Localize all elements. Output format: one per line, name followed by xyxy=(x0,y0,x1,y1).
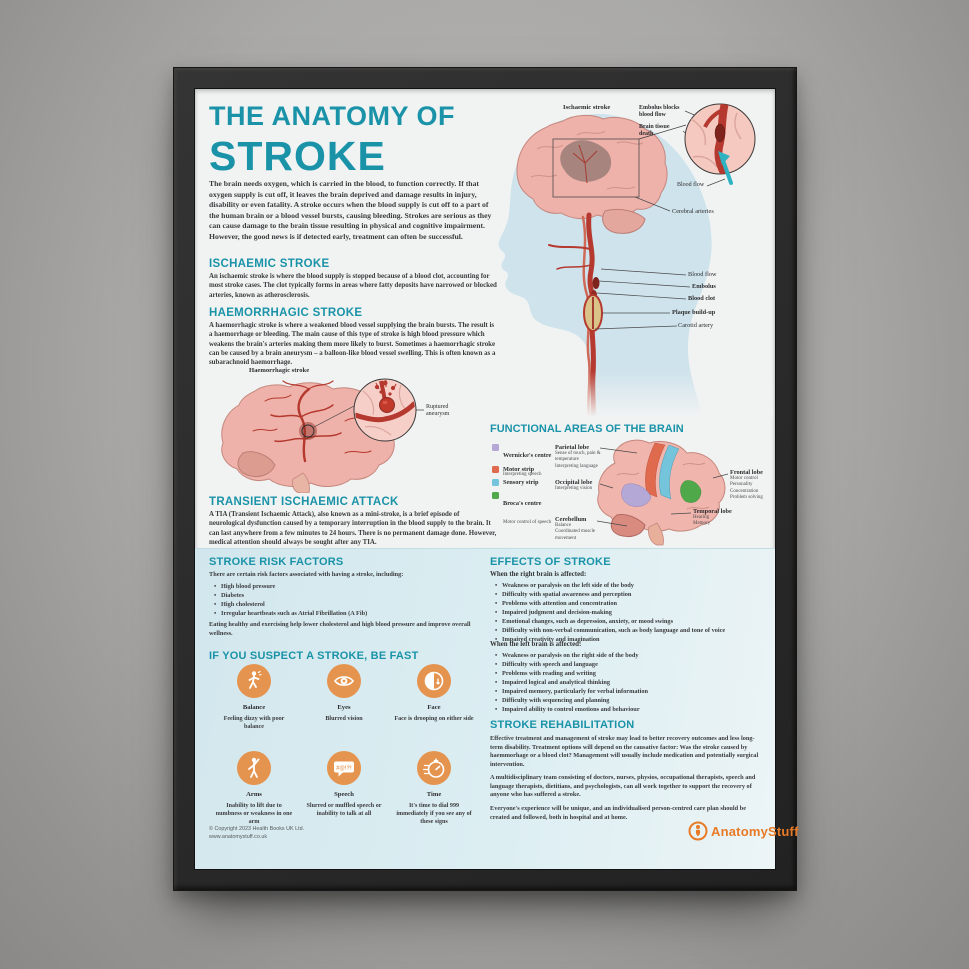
effects-bullet: • Weakness or paralysis on the left side of the body xyxy=(494,582,766,591)
blood-clot-label: Blood clot xyxy=(688,295,716,302)
embolus-blocks-label: Embolus blocks blood flow xyxy=(639,105,680,118)
fast-signs-grid xyxy=(211,664,477,826)
haemorrhagic-brain-illustration xyxy=(205,361,477,493)
effects-bullet: • Difficulty with speech and language xyxy=(494,661,766,670)
rehab-paragraph-2: A multidisciplinary team consisting of doctors, nurses, physios, occupational therapists, speech and language therapists, dietitians, and psychologists, can all work together to support the recovery of anyone who has suffered a stroke. xyxy=(490,774,756,799)
anatomystuff-logo-icon xyxy=(687,819,709,843)
effects-bullet: • Impaired memory, particularly for verbal information xyxy=(494,688,766,697)
rehabilitation-heading: STROKE REHABILITATION xyxy=(490,719,635,731)
effects-bullet: • Problems with attention and concentration xyxy=(494,600,766,609)
effects-bullet: • Impaired logical and analytical thinking xyxy=(494,679,766,688)
tia-heading: TRANSIENT ISCHAEMIC ATTACK xyxy=(209,496,399,508)
fast-item-speech: #@!?! Speech Slurred or muffled speech or inability to talk at all xyxy=(301,751,387,826)
effects-bullet: • Impaired creativity and imagination xyxy=(494,636,766,645)
copyright-line: © Copyright 2023 Health Books UK Ltd. xyxy=(209,826,305,832)
risk-intro: There are certain risk factors associated with having a stroke, including: xyxy=(209,571,404,578)
effects-heading: EFFECTS OF STROKE xyxy=(490,556,611,568)
carotid-artery-label: Carotid artery xyxy=(678,322,714,329)
effects-bullet: • Impaired judgment and decision-making xyxy=(494,609,766,618)
legend-wernickes-sub: Interpreting speech xyxy=(503,472,542,477)
brand-name: AnatomyStuff xyxy=(711,823,799,839)
poster-title-line2: STROKE xyxy=(209,133,386,179)
effects-bullet: • Difficulty with spatial awareness and perception xyxy=(494,591,766,600)
arms-icon xyxy=(237,751,271,785)
eyes-icon xyxy=(327,664,361,698)
occipital-lobe-label: Occipital lobe Interpreting vision xyxy=(555,479,593,492)
risk-factors-heading: STROKE RISK FACTORS xyxy=(209,556,344,568)
wernickes-swatch xyxy=(492,444,499,451)
tia-paragraph: A TIA (Transient Ischaemic Attack), also known as a mini-stroke, is a brief episode of neurological dysfunction caused by a temporary interruption in the blood supply to the brain. It can last anywhere from a few minutes to 24 hours. There is no permanent damage done. However, medical attention should always be sought after any TIA. xyxy=(209,511,497,546)
haemorrhagic-brain-figure xyxy=(205,361,477,493)
left-brain-label: When the left brain is affected: xyxy=(490,641,582,648)
legend-wernickes-label: Wernicke's centre xyxy=(503,452,552,459)
rehab-paragraph-1: Effective treatment and management of stroke may lead to better recovery outcomes and less long-term disability. Treatment options will depend on the causative factor: Was the stroke caused by haemmorhage or a blood clot? Management will usually include medication and potentially surgical intervention. xyxy=(490,735,759,769)
cerebellum-label: Cerebellum Balance Coordinated muscle movement xyxy=(555,516,596,541)
legend-brocas-label: Broca's centre xyxy=(503,500,542,507)
legend-sensory-strip xyxy=(492,479,539,486)
ischaemic-head-figure xyxy=(487,99,773,417)
haemorrhagic-paragraph: A haemorrhagic stroke is where a weakened blood vessel supplying the brain bursts. The result is a haemorrhage or bleeding. The main cause of this type of stroke is high blood pressure which weakens the brain's arteries making them more likely to burst. Sometimes a haemorrhagic stroke can be caused by a brain aneurysm – a balloon-like blood vessel swelling. This is often known as a subarachnoid haemorrhage. xyxy=(209,322,496,366)
ischaemic-figure-label: Ischaemic stroke xyxy=(563,104,611,111)
functional-areas-figure xyxy=(487,435,773,547)
motor-strip-swatch xyxy=(492,466,499,473)
face-icon xyxy=(417,664,451,698)
balance-icon xyxy=(237,664,271,698)
effects-bullet: • Problems with reading and writing xyxy=(494,670,766,679)
fast-item-face: Face Face is drooping on either side xyxy=(391,664,477,731)
fast-item-eyes: Eyes Blurred vision xyxy=(301,664,387,731)
fast-item-time: Time It's time to dial 999 immediately if you see any of these signs xyxy=(391,751,477,826)
risk-bullet: • High blood pressure xyxy=(213,583,483,592)
fast-item-arms: Arms Inability to lift due to numbness or weakness in one arm xyxy=(211,751,297,826)
embolus-side-label: Embolus xyxy=(692,283,716,290)
cerebral-arteries-label: Cerebral arteries xyxy=(672,208,714,215)
risk-bullet: • High cholesterol xyxy=(213,601,483,610)
be-fast-heading: IF YOU SUSPECT A STROKE, BE FAST xyxy=(209,650,419,662)
stroke-poster xyxy=(195,89,799,869)
poster-title-line1: THE ANATOMY OF xyxy=(209,101,456,131)
risk-bullet-list xyxy=(213,583,483,619)
time-icon xyxy=(417,751,451,785)
effects-bullet: • Impaired ability to control emotions and behaviour xyxy=(494,706,766,715)
bottom-info-band xyxy=(195,548,799,869)
haemorrhagic-figure-label: Haemorrhagic stroke xyxy=(249,367,310,374)
risk-bullet: • Diabetes xyxy=(213,592,483,601)
legend-brocas xyxy=(492,492,551,528)
effects-bullet: • Weakness or paralysis on the right side of the body xyxy=(494,652,766,661)
temporal-lobe-label: Temporal lobe Hearing Memory xyxy=(693,508,732,527)
ischaemic-heading: ISCHAEMIC STROKE xyxy=(209,258,330,270)
intro-paragraph: The brain needs oxygen, which is carried in the blood, to function correctly. If that oxygen supply is cut off, it leaves the brain deprived and damage results in injury, disability or even fatality. A stroke occurs when the blood supply is cut off to a part of the human brain or a blood vessel bursts, causing bleeding. Strokes are serious as they can cause damage to the brain tissue resulting in physical and cognitive impairment. However, the good news is if detected early, treatment can often be successful. xyxy=(209,179,492,241)
haemorrhagic-heading: HAEMORRHAGIC STROKE xyxy=(209,307,363,319)
risk-note: Eating healthy and exercising help lower cholesterol and high blood pressure and improve overall wellness. xyxy=(209,621,471,637)
parietal-lobe-label: Parietal lobe Sense of touch, pain & temperature Interpreting language xyxy=(555,444,601,469)
speech-bubble-text: #@!?! xyxy=(336,765,352,772)
right-brain-label: When the right brain is affected: xyxy=(490,571,587,578)
fast-item-balance: Balance Feeling dizzy with poor balance xyxy=(211,664,297,731)
frontal-lobe-label: Frontal lobe Motor control Personality Concentration Problem solving xyxy=(730,469,763,500)
ruptured-aneurysm-label: Ruptured aneurysm xyxy=(426,404,450,417)
effects-bullet: • Difficulty with non-verbal communication, such as body language and tone of voice xyxy=(494,627,766,636)
head-illustration xyxy=(487,99,773,417)
rehab-paragraph-3: Everyone's experience will be unique, and an individualised person-centred care plan should be created and followed, both in hospital and at home. xyxy=(490,805,747,821)
blood-flow-callout-label: Blood flow xyxy=(677,182,705,188)
sensory-strip-swatch xyxy=(492,479,499,486)
ischaemic-paragraph: An ischaemic stroke is where the blood supply is stopped because of a blood clot, accounting for most stroke cases. The clot typically forms in areas where fatty deposits have narrowed or blocked arteries, known as atherosclerosis. xyxy=(209,273,497,299)
brocas-swatch xyxy=(492,492,499,499)
risk-bullet: • Irregular heartbeats such as Atrial Fibrillation (A Fib) xyxy=(213,610,483,619)
plaque-buildup-label: Plaque build-up xyxy=(672,309,716,316)
legend-sensory-label: Sensory strip xyxy=(503,479,539,486)
legend-motor-strip xyxy=(492,466,534,473)
right-brain-bullet-list xyxy=(494,582,766,645)
website-line: www.anatomystuff.co.uk xyxy=(209,834,268,841)
footer-copyright xyxy=(209,825,304,841)
functional-areas-heading: FUNCTIONAL AREAS OF THE BRAIN xyxy=(490,423,684,435)
left-brain-bullet-list xyxy=(494,652,766,715)
blood-flow-side-label: Blood flow xyxy=(688,271,717,278)
speech-icon xyxy=(327,751,361,785)
brand-logo xyxy=(687,819,799,843)
legend-wernickes xyxy=(492,444,551,480)
effects-bullet: • Emotional changes, such as depression, anxiety, or mood swings xyxy=(494,618,766,627)
picture-frame xyxy=(173,67,797,891)
effects-bullet: • Difficulty with sequencing and planning xyxy=(494,697,766,706)
brain-tissue-death-label: Brain tissue death xyxy=(639,124,670,137)
legend-brocas-sub: Motor control of speech xyxy=(503,520,552,525)
legend-motor-label: Motor strip xyxy=(503,466,535,473)
